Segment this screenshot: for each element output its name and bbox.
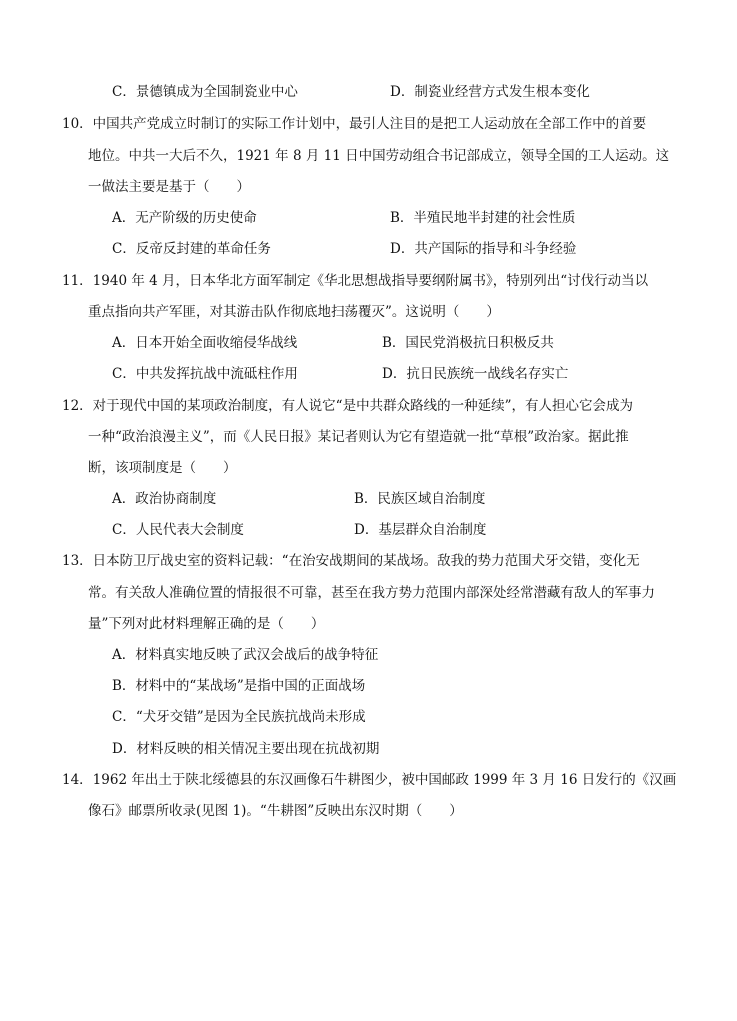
q13-option-c: C．“犬牙交错”是因为全民族抗战尚未形成 — [112, 709, 366, 725]
q13-stem-line-2: 常。有关敌人准确位置的情报很不可靠，甚至在我方势力范围内部深处经常潜藏有敌人的军事力 — [88, 585, 655, 601]
q10-option-d: D．共产国际的指导和斗争经验 — [390, 241, 577, 257]
q10-stem-line-1: 10．中国共产党成立时制订的实际工作计划中，最引人注目的是把工人运动放在全部工作中的首要 — [62, 116, 647, 132]
q10-option-b: B．半殖民地半封建的社会性质 — [390, 210, 576, 226]
q10-option-a: A．无产阶级的历史使命 — [112, 210, 257, 226]
q14-stem-line-1: 14．1962 年出土于陕北绥德县的东汉画像石牛耕图少，被中国邮政 1999 年 3 月 16 日发行的《汉画 — [62, 772, 677, 788]
q12-option-b: B．民族区域自治制度 — [354, 491, 486, 507]
q9-option-c: C．景德镇成为全国制瓷业中心 — [112, 84, 298, 100]
q13-stem-line-3: 量”下列对此材料理解正确的是（ ） — [88, 616, 325, 632]
q12-option-a: A．政治协商制度 — [112, 491, 217, 507]
q12-stem-line-2: 一种“政治浪漫主义”，而《人民日报》某记者则认为它有望造就一批“草根”政治家。据此推 — [88, 429, 629, 445]
q13-option-b: B．材料中的“某战场”是指中国的正面战场 — [112, 678, 366, 694]
q12-stem-line-3: 断，该项制度是（ ） — [88, 460, 237, 476]
q14-stem-line-2: 像石》邮票所收录(见图 1)。“牛耕图”反映出东汉时期（ ） — [88, 803, 463, 819]
q11-stem-line-1: 11．1940 年 4 月，日本华北方面军制定《华北思想战指导要纲附属书》，特别列出“讨伐行动当以 — [62, 273, 649, 289]
q11-option-d: D．抗日民族统一战线名存实亡 — [382, 366, 569, 382]
q11-option-b: B．国民党消极抗日积极反共 — [382, 335, 554, 351]
q10-stem-line-3: 一做法主要是基于（ ） — [88, 179, 250, 195]
q10-stem-line-2: 地位。中共一大后不久，1921 年 8 月 11 日中国劳动组合书记部成立，领导全国的工人运动。这 — [88, 148, 670, 164]
q11-stem-line-2: 重点指向共产军匪，对其游击队作彻底地扫荡覆灭”。这说明（ ） — [88, 304, 500, 320]
q12-option-d: D．基层群众自治制度 — [354, 522, 487, 538]
q13-option-a: A．材料真实地反映了武汉会战后的战争特征 — [112, 647, 379, 663]
q11-option-c: C．中共发挥抗战中流砥柱作用 — [112, 366, 298, 382]
q12-stem-line-1: 12．对于现代中国的某项政治制度，有人说它“是中共群众路线的一种延续”，有人担心它会成为 — [62, 398, 633, 414]
q11-option-a: A．日本开始全面收缩侵华战线 — [112, 335, 298, 351]
q9-option-d: D．制瓷业经营方式发生根本变化 — [390, 84, 590, 100]
q10-option-c: C．反帝反封建的革命任务 — [112, 241, 271, 257]
q12-option-c: C．人民代表大会制度 — [112, 522, 244, 538]
q13-option-d: D．材料反映的相关情况主要出现在抗战初期 — [112, 741, 380, 757]
q13-stem-line-1: 13．日本防卫厅战史室的资料记载：“在治安战期间的某战场。敌我的势力范围犬牙交错，变化无 — [62, 553, 640, 569]
